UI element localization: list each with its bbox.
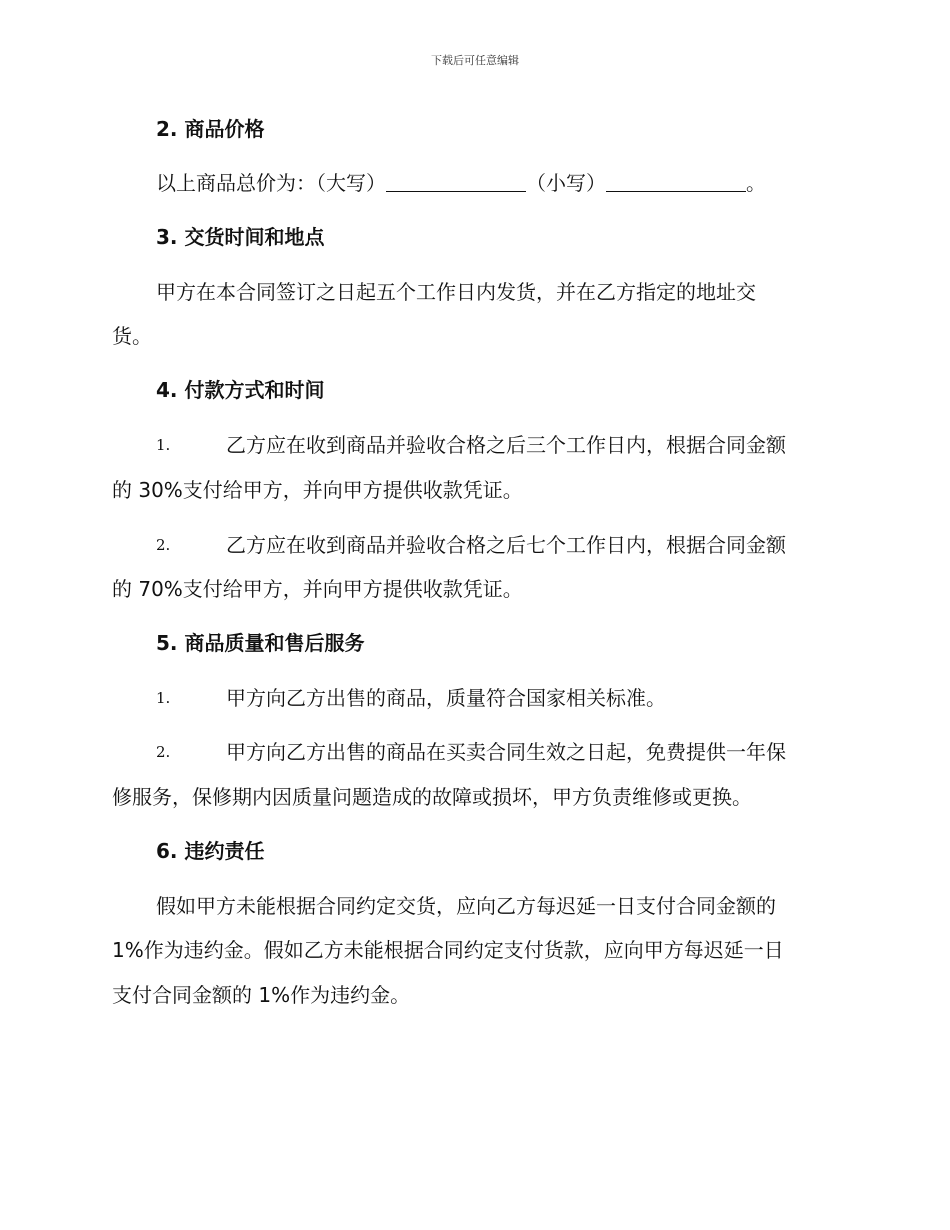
page-header: 下载后可任意编辑 (431, 54, 519, 67)
quality-item-2-number: 2. (156, 743, 171, 761)
section-heading-liability: 6. 违约责任 (156, 839, 265, 863)
quality-item-1-number: 1. (156, 689, 171, 707)
section-heading-price: 2. 商品价格 (156, 117, 265, 141)
quality-item-2-line-1: 甲方向乙方出售的商品在买卖合同生效之日起，免费提供一年保 (226, 740, 786, 764)
lowercase-label: （小写） (526, 171, 606, 195)
quality-item-1-line-1: 甲方向乙方出售的商品，质量符合国家相关标准。 (226, 686, 666, 710)
lowercase-amount-blank (606, 171, 746, 192)
section-heading-payment: 4. 付款方式和时间 (156, 378, 325, 402)
total-price-line (156, 168, 766, 198)
payment-item-2-line-1: 乙方应在收到商品并验收合格之后七个工作日内，根据合同金额 (226, 533, 786, 557)
section-heading-delivery: 3. 交货时间和地点 (156, 225, 325, 249)
payment-item-2-line-2: 的 70%支付给甲方，并向甲方提供收款凭证。 (112, 577, 523, 601)
payment-item-1-number: 1. (156, 436, 171, 454)
liability-line-1: 假如甲方未能根据合同约定交货，应向乙方每迟延一日支付合同金额的 (156, 894, 776, 918)
total-price-end: 。 (746, 171, 766, 195)
payment-item-1-line-1: 乙方应在收到商品并验收合格之后三个工作日内，根据合同金额 (226, 433, 786, 457)
section-heading-quality: 5. 商品质量和售后服务 (156, 631, 365, 655)
payment-item-1-line-2: 的 30%支付给甲方，并向甲方提供收款凭证。 (112, 478, 523, 502)
quality-item-2-line-2: 修服务，保修期内因质量问题造成的故障或损坏，甲方负责维修或更换。 (112, 785, 752, 809)
liability-line-3: 支付合同金额的 1%作为违约金。 (112, 983, 411, 1007)
payment-item-2-number: 2. (156, 536, 171, 554)
delivery-paragraph-line-1: 甲方在本合同签订之日起五个工作日内发货，并在乙方指定的地址交 (156, 280, 756, 304)
total-price-prefix: 以上商品总价为：（大写） (156, 171, 386, 195)
delivery-paragraph-line-2: 货。 (112, 324, 152, 348)
liability-line-2: 1%作为违约金。假如乙方未能根据合同约定支付货款，应向甲方每迟延一日 (112, 938, 784, 962)
uppercase-amount-blank (386, 171, 526, 192)
